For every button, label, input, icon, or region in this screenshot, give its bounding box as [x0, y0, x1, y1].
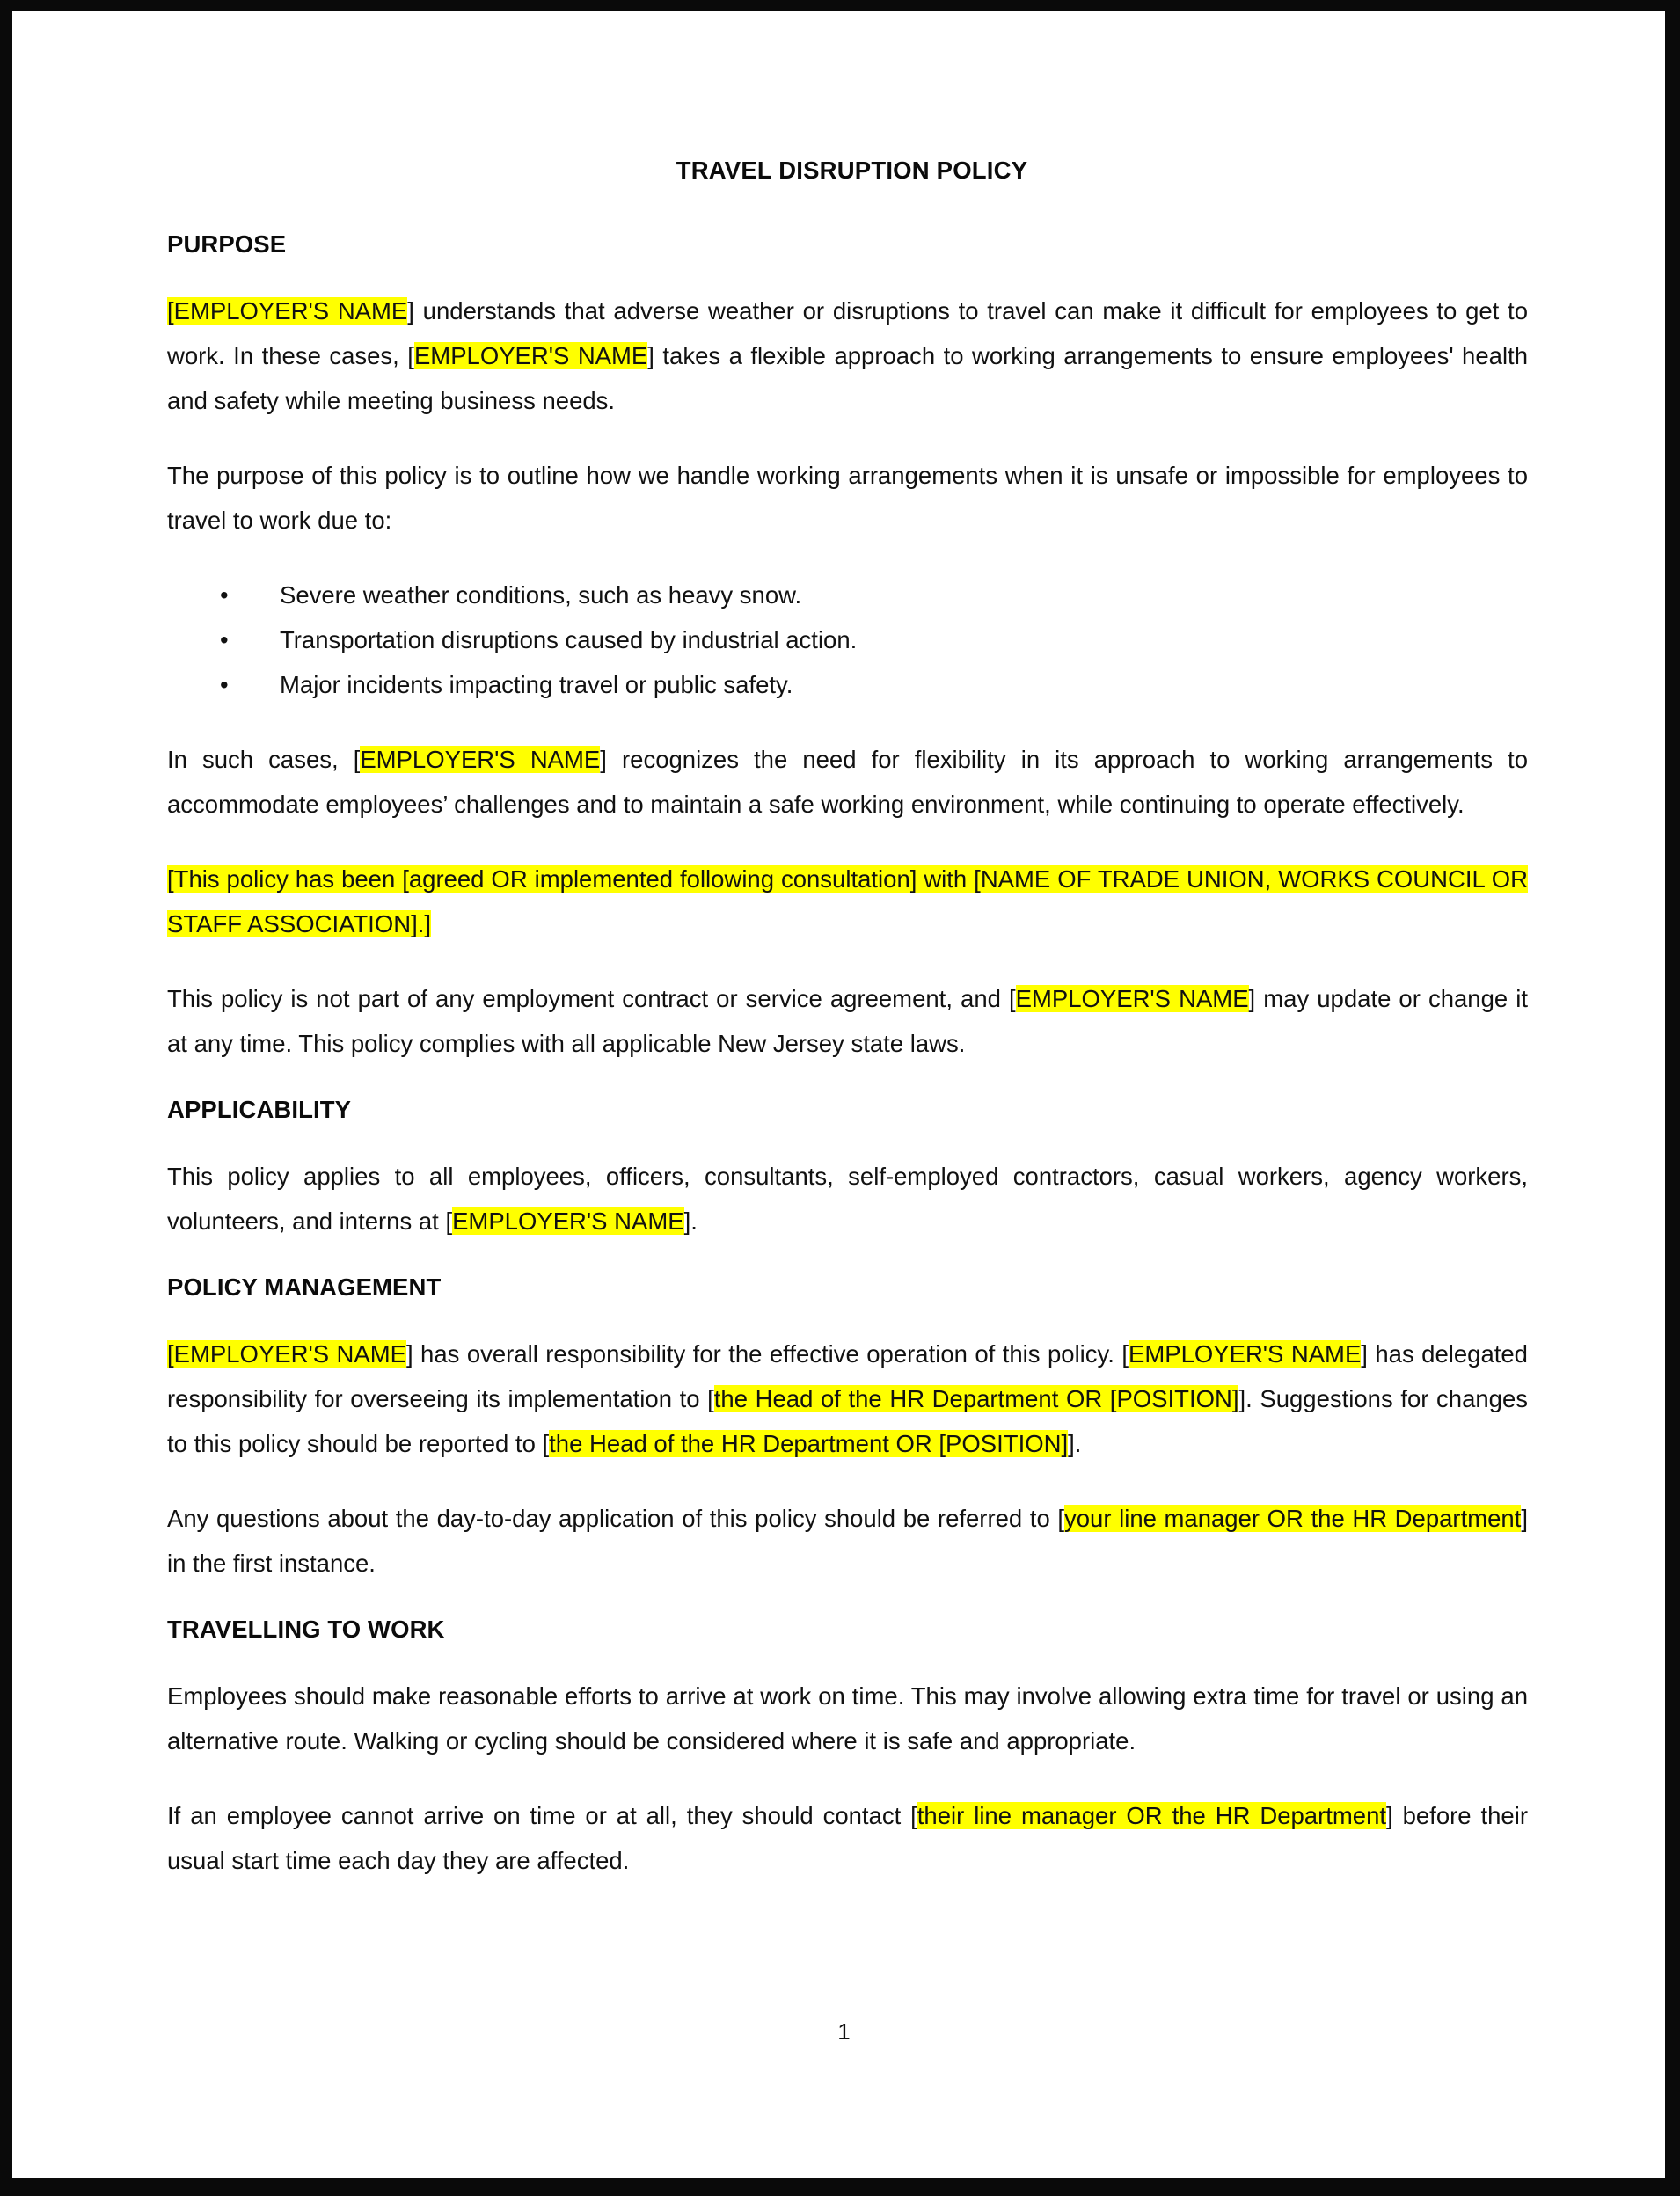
- policy-mgmt-q-text-b: ] in the first instance.: [167, 1505, 1529, 1577]
- purpose-paragraph-2: The purpose of this policy is to outline how we handle working arrangements when it is unsafe or impossible for employees to travel to work due to:: [167, 462, 1528, 534]
- list-item: [167, 573, 1528, 617]
- highlight-line-manager-hr: your line manager OR the HR Department: [1064, 1505, 1522, 1532]
- highlight-employers-name: [EMPLOYER'S NAME: [167, 297, 408, 325]
- policy-mgmt-text-b: ] has delegated responsibility for overseeing its implementation to [: [167, 1340, 1528, 1412]
- purpose-para3-text-b: ] recognizes the need for flexibility in its approach to working arrangements to accommodate employees’ challenges and to maintain a safe working environment, while continuing to operate effectively.: [167, 746, 1528, 818]
- policy-mgmt-text-a: ] has overall responsibility for the effective operation of this policy. [: [405, 1340, 1129, 1368]
- highlight-employers-name: EMPLOYER'S NAME: [413, 342, 648, 369]
- purpose-paragraph-4-trade-union: [167, 857, 1528, 946]
- page-title: TRAVEL DISRUPTION POLICY: [676, 157, 1028, 184]
- highlight-hr-department-position: the Head of the HR Department OR [POSITION]: [713, 1385, 1239, 1412]
- highlight-trade-union-clause: [This policy has been [agreed OR implemented following consultation] with [NAME OF TRADE UNION, WORKS COUNCIL OR STAFF ASSOCIATION].]: [167, 865, 1528, 937]
- travelling-text-a: If an employee cannot arrive on time or at all, they should contact [: [167, 1802, 917, 1829]
- policy-mgmt-q-text-a: Any questions about the day-to-day application of this policy should be referred to [: [167, 1505, 1064, 1532]
- purpose-paragraph-5: [167, 976, 1528, 1066]
- bullet-icon: •: [220, 626, 229, 653]
- highlight-line-manager-hr: their line manager OR the HR Department: [917, 1802, 1387, 1829]
- document-content: [167, 157, 1528, 1913]
- highlight-employers-name: EMPLOYER'S NAME: [1128, 1340, 1362, 1368]
- highlight-employers-name: EMPLOYER'S NAME: [1015, 985, 1249, 1012]
- policy-management-paragraph-1: [167, 1331, 1528, 1466]
- highlight-employers-name: EMPLOYER'S NAME: [360, 746, 601, 773]
- travelling-paragraph-2: [167, 1793, 1528, 1883]
- purpose-para3-text-a: In such cases, [: [167, 746, 361, 773]
- highlight-hr-department-position: the Head of the HR Department OR [POSITION]: [549, 1430, 1069, 1457]
- list-item: [167, 662, 1528, 707]
- purpose-bullet-list: [167, 573, 1528, 707]
- applicability-paragraph-1: [167, 1154, 1528, 1244]
- document-page: [12, 11, 1665, 2178]
- highlight-employers-name: EMPLOYER'S NAME: [452, 1207, 684, 1235]
- bullet-icon: •: [220, 671, 229, 698]
- bullet-icon: •: [220, 581, 229, 609]
- section-heading-purpose: PURPOSE: [167, 230, 287, 258]
- highlight-employers-name: [EMPLOYER'S NAME: [167, 1340, 406, 1368]
- policy-mgmt-text-d: ].: [1068, 1430, 1082, 1457]
- travelling-paragraph-1: Employees should make reasonable efforts to arrive at work on time. This may involve allowing extra time for travel or using an alternative route. Walking or cycling should be considered where it is safe and appropriate.: [167, 1682, 1528, 1755]
- purpose-paragraph-3: [167, 737, 1528, 827]
- applicability-text-a: This policy applies to all employees, officers, consultants, self-employed contractors, casual workers, agency workers, volunteers, and interns at [: [167, 1163, 1528, 1235]
- list-item-label: Transportation disruptions caused by industrial action.: [280, 626, 858, 653]
- purpose-para5-text-a: This policy is not part of any employment contract or service agreement, and [: [167, 985, 1016, 1012]
- section-heading-applicability: APPLICABILITY: [167, 1096, 352, 1123]
- page-number: 1: [837, 2018, 851, 2045]
- list-item-label: Major incidents impacting travel or public safety.: [280, 671, 793, 698]
- travelling-text-b: ] before their usual start time each day they are affected.: [167, 1802, 1528, 1874]
- purpose-paragraph-1: [167, 288, 1528, 423]
- policy-mgmt-text-c: ]. Suggestions for changes to this policy should be reported to [: [167, 1385, 1529, 1457]
- section-heading-policy-management: POLICY MANAGEMENT: [167, 1273, 442, 1301]
- list-item-label: Severe weather conditions, such as heavy snow.: [280, 581, 802, 609]
- purpose-para1-text-a: ] understands that adverse weather or disruptions to travel can make it difficult for employees to get to work. In these cases, [: [167, 297, 1528, 369]
- purpose-para5-text-b: ] may update or change it at any time. This policy complies with all applicable New Jersey state laws.: [167, 985, 1528, 1057]
- list-item: [167, 617, 1528, 662]
- policy-management-paragraph-2: [167, 1496, 1528, 1586]
- section-heading-travelling-to-work: TRAVELLING TO WORK: [167, 1616, 445, 1643]
- purpose-para1-text-b: ] takes a flexible approach to working arrangements to ensure employees' health and safety while meeting business needs.: [167, 342, 1528, 414]
- applicability-text-b: ].: [683, 1207, 698, 1235]
